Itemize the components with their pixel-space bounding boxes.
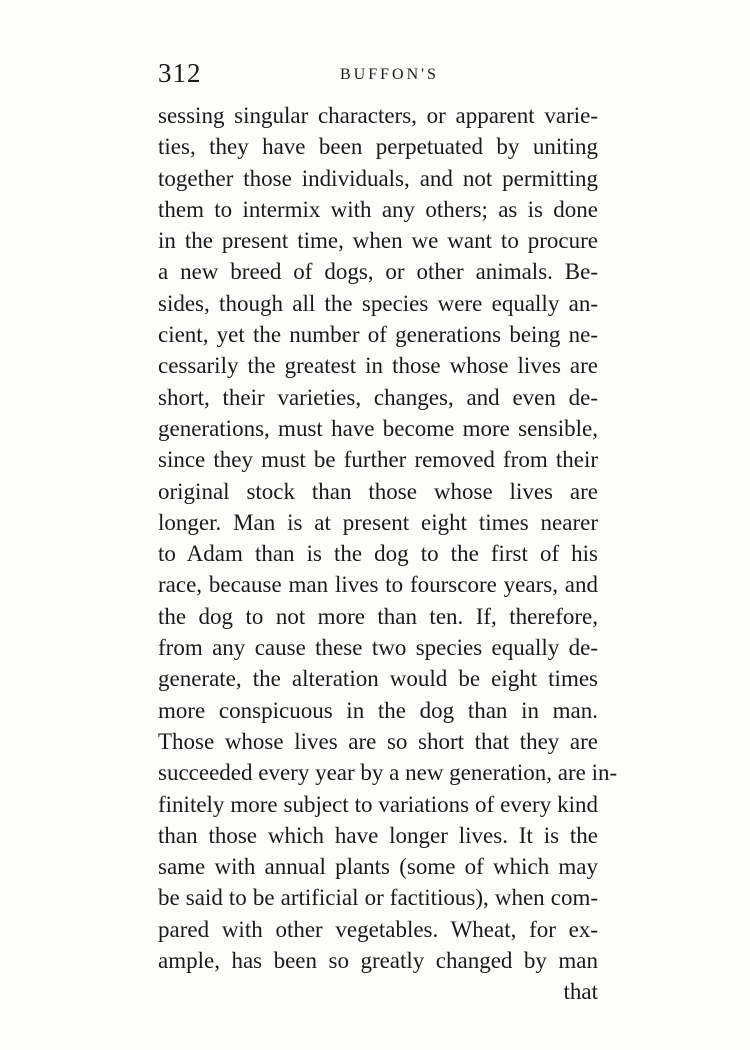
text-line: finitely more subject to variations of every kind	[158, 791, 598, 817]
text-line: in the present time, when we want to procure	[158, 228, 598, 254]
text-line: ties, they have been perpetuated by uniting	[158, 134, 598, 160]
text-line: together those individuals, and not permitting	[158, 165, 598, 191]
text-line: ample, has been so greatly changed by man	[158, 948, 598, 974]
text-line: to Adam than is the dog to the first of his	[158, 541, 598, 567]
text-line: a new breed of dogs, or other animals. Be-	[158, 259, 598, 285]
text-line: the dog to not more than ten. If, therefore,	[158, 603, 598, 629]
text-line: race, because man lives to fourscore years, and	[158, 572, 598, 598]
text-line: sides, though all the species were equally an-	[158, 290, 598, 316]
text-line: pared with other vegetables. Wheat, for ex-	[158, 916, 598, 942]
text-line: generations, must have become more sensible,	[158, 415, 598, 441]
text-line: Those whose lives are so short that they are	[158, 728, 598, 754]
text-line: sessing singular characters, or apparent varie-	[158, 103, 598, 128]
text-line: than those which have longer lives. It is the	[158, 822, 598, 848]
text-line: short, their varieties, changes, and even de-	[158, 384, 598, 410]
catchword: that	[563, 979, 598, 1005]
page-header	[158, 58, 598, 92]
text-line: more conspicuous in the dog than in man.	[158, 697, 598, 723]
text-line: from any cause these two species equally de-	[158, 635, 598, 661]
text-line: them to intermix with any others; as is done	[158, 196, 598, 222]
text-line: same with annual plants (some of which may	[158, 854, 598, 880]
text-line: be said to be artificial or factitious), when com-	[158, 885, 598, 911]
text-line: cessarily the greatest in those whose lives are	[158, 353, 598, 379]
text-line: since they must be further removed from their	[158, 447, 598, 473]
text-line: succeeded every year by a new generation, are in-	[158, 760, 618, 786]
text-line: cient, yet the number of generations being ne-	[158, 322, 598, 348]
text-line: longer. Man is at present eight times nearer	[158, 509, 598, 535]
text-line: original stock than those whose lives are	[158, 478, 598, 504]
running-head: BUFFON'S	[340, 66, 439, 83]
page-number: 312	[158, 58, 202, 88]
body-text	[158, 100, 618, 1008]
text-line: generate, the alteration would be eight times	[158, 666, 598, 692]
